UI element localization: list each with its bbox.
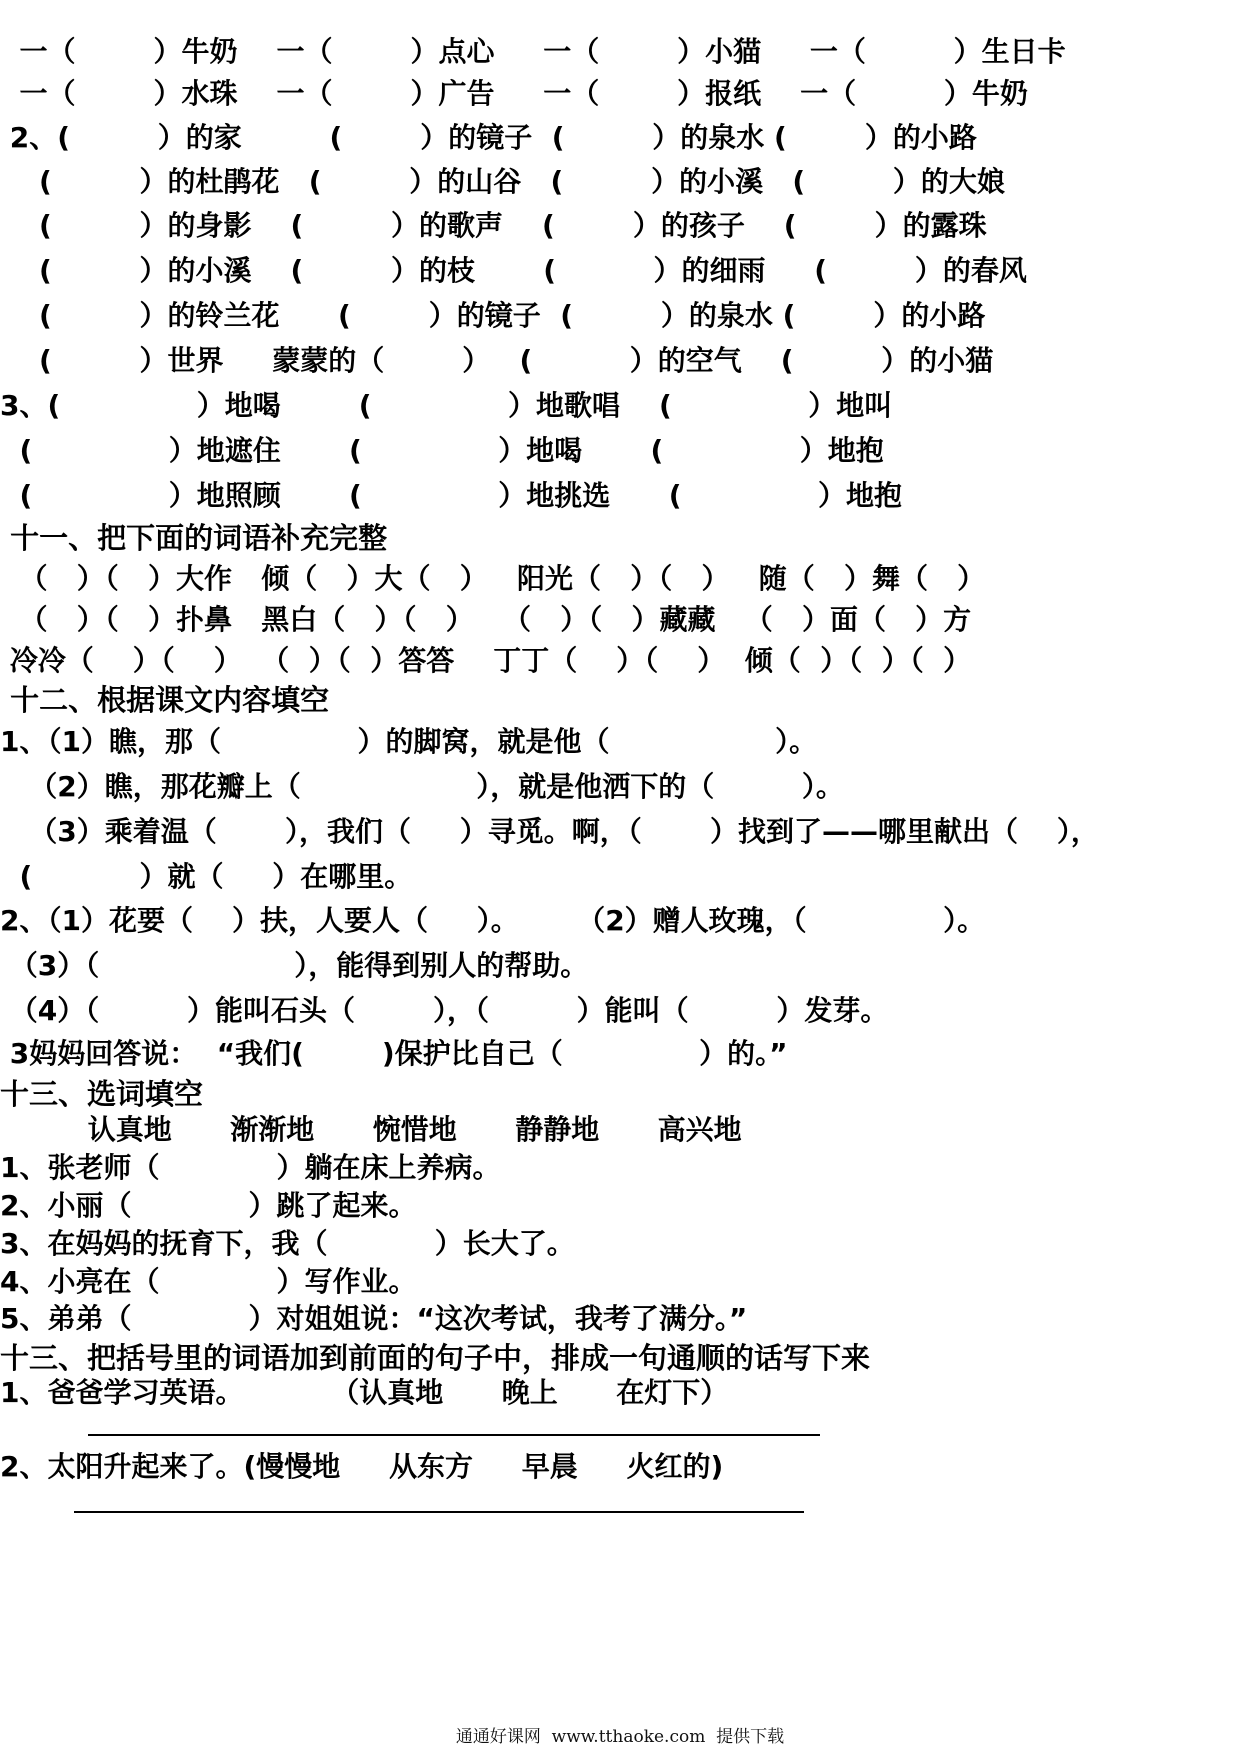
text-fill-line-6: （3）（ ），能得到别人的帮助。 [0, 949, 589, 982]
word-fill-line-4: 4、小亮在（ ）写作业。 [0, 1265, 417, 1298]
text-fill-line-7: （4）（ ）能叫石头（ ），（ ）能叫（ ）发芽。 [0, 994, 889, 1027]
adjective-noun-line-5: ( ）的铃兰花 ( ）的镜子 ( ）的泉水 ( ）的小路 [0, 299, 986, 332]
adjective-noun-line-4: ( ）的小溪 ( ）的枝 ( ）的细雨 ( ）的春风 [0, 254, 1027, 287]
answer-line-2 [74, 1511, 804, 1513]
text-fill-line-8: 3妈妈回答说： “我们( )保护比自己（ ）的。” [0, 1037, 788, 1070]
adverb-verb-line-1: 3、( ）地喝 ( ）地歌唱 ( ）地叫 [0, 389, 893, 422]
measure-word-line-1: 一（ ）牛奶 一（ ）点心 一（ ）小猫 一（ ）生日卡 [0, 35, 1066, 68]
section-heading-12: 十二、根据课文内容填空 [0, 683, 330, 717]
word-fill-line-5: 5、弟弟（ ）对姐姐说：“这次考试，我考了满分。” [0, 1302, 748, 1335]
adjective-noun-line-6: ( ）世界 蒙蒙的（ ） ( ）的空气 ( ）的小猫 [0, 344, 994, 377]
word-fill-line-1: 1、张老师（ ）躺在床上养病。 [0, 1151, 501, 1184]
text-fill-line-4: ( ）就（ ）在哪里。 [0, 860, 413, 893]
sentence-line-2: 2、太阳升起来了。(慢慢地 从东方 早晨 火红的) [0, 1450, 724, 1483]
answer-line-1 [88, 1434, 820, 1436]
adverb-verb-line-3: ( ）地照顾 ( ）地挑选 ( ）地抱 [0, 479, 903, 512]
text-fill-line-1: 1、（1）瞧，那（ ）的脚窝，就是他（ ）。 [0, 725, 818, 758]
idiom-line-2: （ ）（ ）扑鼻 黑白（ ）（ ） （ ）（ ）藏藏 （ ）面（ ）方 [0, 603, 972, 636]
text-fill-line-5: 2、（1）花要（ ）扶，人要人（ ）。 （2）赠人玫瑰，（ ）。 [0, 904, 986, 937]
word-bank: 认真地 渐渐地 惋惜地 静静地 高兴地 [0, 1113, 742, 1146]
idiom-line-1: （ ）（ ）大作 倾（ ）大（ ） 阳光（ ）（ ） 随（ ）舞（ ） [0, 562, 986, 595]
word-fill-line-3: 3、在妈妈的抚育下，我（ ）长大了。 [0, 1227, 575, 1260]
sentence-line-1: 1、爸爸学习英语。 （认真地 晚上 在灯下） [0, 1376, 729, 1409]
adjective-noun-line-1: 2、( ）的家 ( ）的镜子 ( ）的泉水 ( ）的小路 [0, 121, 977, 154]
section-heading-11: 十一、把下面的词语补充完整 [0, 521, 388, 555]
section-heading-13-choose-words: 十三、选词填空 [0, 1077, 204, 1111]
idiom-line-3: 冷冷（ ）（ ） （ ）（ ）答答 丁丁（ ）（ ） 倾（ ）（ ）（ ） [0, 644, 972, 677]
section-heading-13-rewrite: 十三、把括号里的词语加到前面的句子中，排成一句通顺的话写下来 [0, 1341, 871, 1375]
text-fill-line-3: （3）乘着温（ ），我们（ ）寻觅。啊，（ ）找到了——哪里献出（ ）， [0, 815, 1099, 848]
footer-source: 通通好课网 www.tthaoke.com 提供下载 [455, 1727, 785, 1747]
adjective-noun-line-3: ( ）的身影 ( ）的歌声 ( ）的孩子 ( ）的露珠 [0, 209, 987, 242]
measure-word-line-2: 一（ ）水珠 一（ ）广告 一（ ）报纸 一（ ）牛奶 [0, 77, 1028, 110]
adverb-verb-line-2: ( ）地遮住 ( ）地喝 ( ）地抱 [0, 434, 884, 467]
adjective-noun-line-2: ( ）的杜鹃花 ( ）的山谷 ( ）的小溪 ( ）的大娘 [0, 165, 1005, 198]
word-fill-line-2: 2、小丽（ ）跳了起来。 [0, 1189, 417, 1222]
text-fill-line-2: （2）瞧，那花瓣上（ ），就是他洒下的（ ）。 [0, 770, 844, 803]
